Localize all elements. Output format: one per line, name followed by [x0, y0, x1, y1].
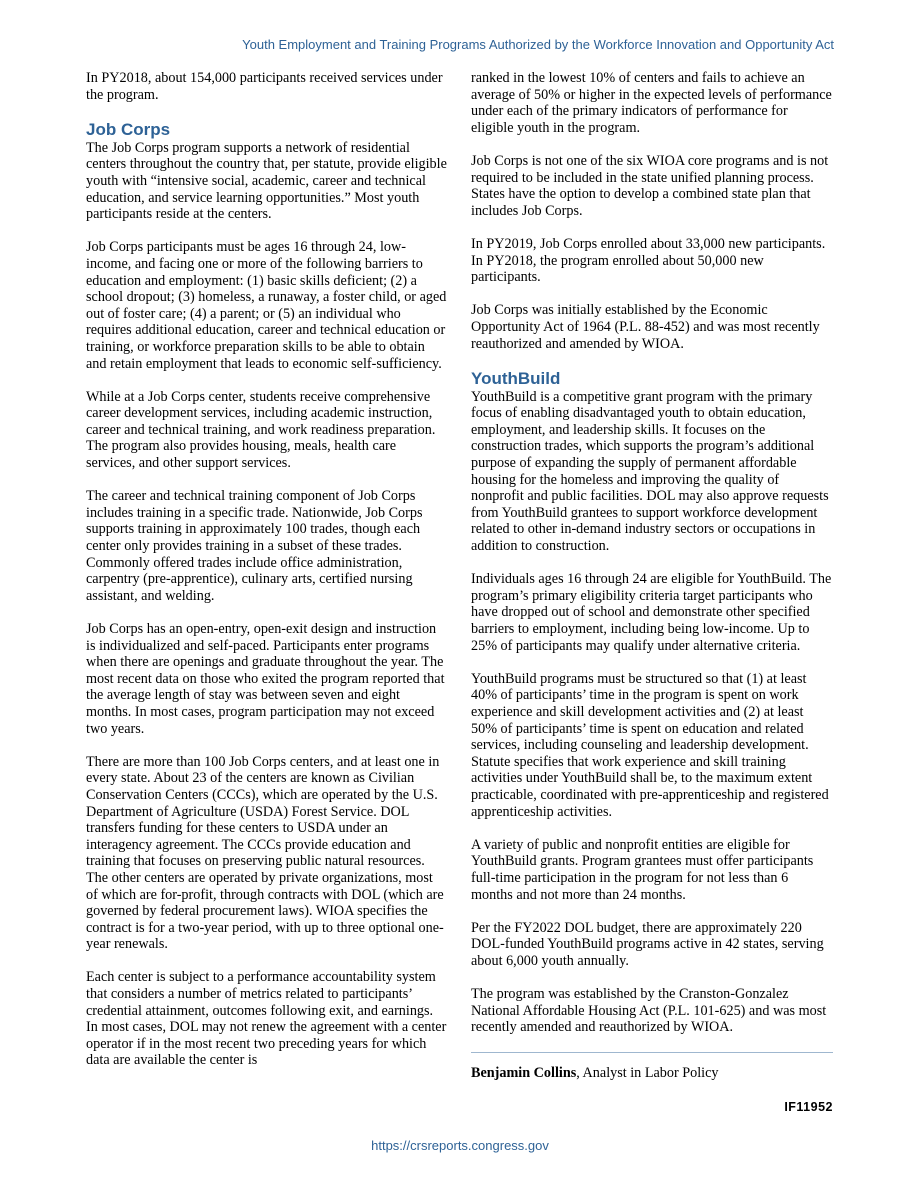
job-corps-paragraph-4: The career and technical training component of Job Corps includes training in a specific trade. Nationwide, Job Corps supports training in approximately 100 trades, though each center only provides training in a subset of these trades. Commonly offered trades include office administration, carpentry (pre-apprentice), culinary arts, certified nursing assistant, and welding. [86, 488, 423, 604]
job-corps-paragraph-8: ranked in the lowest 10% of centers and fails to achieve an average of 50% or higher in the expected levels of performance under each of the primary indicators of performance for eligible youth in the program. [471, 70, 832, 136]
author-divider [471, 1052, 833, 1053]
job-corps-paragraph-5: Job Corps has an open-entry, open-exit design and instruction is individualized and self-paced. Participants enter programs when there are openings and graduate throughout the year. The most recent data on those who exited the program reported that the average length of stay was between seven and eight months. In most cases, program participation may not exceed two years. [86, 621, 445, 737]
author-line [471, 1065, 833, 1082]
footer-url-link[interactable]: https://crsreports.congress.gov [371, 1138, 549, 1153]
right-column [471, 70, 833, 1115]
youthbuild-heading: YouthBuild [471, 368, 561, 388]
job-corps-paragraph-2: Job Corps participants must be ages 16 through 24, low-income, and facing one or more of the following barriers to education and employment: (1) basic skills deficient; (2) a school dropout; (3) homeless, a runaway, a foster child, or aged out of foster care; (4) a parent; or (5) an individual who requires additional education, career and technical education or training, or workforce preparation skills to be able to obtain and retain employment that leads to economic self-sufficiency. [86, 239, 447, 372]
job-corps-paragraph-7: Each center is subject to a performance accountability system that considers a number of metrics related to participants’ credential attainment, outcomes following exit, and earnings. In most cases, DOL may not renew the agreement with a center operator if in the most recent two preceding years for which data are available the center is [86, 969, 447, 1069]
intro-paragraph: In PY2018, about 154,000 participants received services under the program. [86, 70, 443, 103]
youthbuild-paragraph-4: A variety of public and nonprofit entities are eligible for YouthBuild grants. Program grantees must offer participants full-time participation in the program for not less than 6 months and not more than 24 months. [471, 836, 814, 903]
left-column [86, 70, 448, 1086]
report-id: IF11952 [784, 1099, 833, 1114]
running-header-title: Youth Employment and Training Programs Authorized by the Workforce Innovation and Opportunity Act [242, 37, 834, 52]
job-corps-paragraph-6: There are more than 100 Job Corps centers, and at least one in every state. About 23 of the centers are known as Civilian Conservation Centers (CCCs), which are operated by the U.S. Department of Agriculture (USDA) Forest Service. DOL transfers funding for these centers to USDA under an interagency agreement. The CCCs provide education and training that focuses on preserving public natural resources. The other centers are operated by private organizations, most of which are for-profit, through contracts with DOL (which are governed by federal procurement laws). WIOA specifies the contract is for a two-year period, with up to three optional one-year renewals. [86, 753, 444, 953]
youthbuild-paragraph-1: YouthBuild is a competitive grant program with the primary focus of enabling disadvantaged youth to obtain education, employment, and leadership skills. It focuses on the construction trades, which supports the program’s additional purpose of expanding the supply of permanent affordable housing for the homeless and improving the quality of nonprofit and public facilities. DOL may also approve requests from YouthBuild grantees to support workforce development related to other in-demand industry sectors or occupations in addition to construction. [471, 388, 829, 555]
job-corps-paragraph-1: The Job Corps program supports a network of residential centers throughout the country that, per statute, provide eligible youth with “intensive social, academic, career and technical education, and service learning opportunities.” Most youth participants reside at the centers. [86, 139, 447, 223]
youthbuild-paragraph-3: YouthBuild programs must be structured so that (1) at least 40% of participants’ time in the program is spent on work experience and skill development activities and (2) at least 50% of participants’ time is spent on education and related services, including counseling and leadership development. Statute specifies that work experience and skill training activities under YouthBuild shall be, to the maximum extent practicable, coordinated with pre-apprenticeship and registered apprenticeship activities. [471, 670, 829, 820]
job-corps-paragraph-10: In PY2019, Job Corps enrolled about 33,000 new participants. In PY2018, the program enrolled about 50,000 new participants. [471, 235, 826, 286]
job-corps-paragraph-3: While at a Job Corps center, students receive comprehensive career development services, including academic instruction, career and technical training, and work readiness preparation. The program also provides housing, meals, health care services, and other support services. [86, 388, 436, 472]
youthbuild-paragraph-2: Individuals ages 16 through 24 are eligible for YouthBuild. The program’s primary eligibility criteria target participants who have dropped out of school and demonstrate other specified barriers to employment, including being low-income. Up to 25% of participants may qualify under alternative criteria. [471, 571, 832, 654]
author-title: , Analyst in Labor Policy [576, 1065, 719, 1082]
job-corps-paragraph-9: Job Corps is not one of the six WIOA core programs and is not required to be included in the state unified planning process. States have the option to develop a combined state plan that includes Job Corps. [471, 152, 829, 219]
youthbuild-paragraph-6: The program was established by the Cranston-Gonzalez National Affordable Housing Act (P.L. 101-625) and was most recently amended and reauthorized by WIOA. [471, 986, 827, 1036]
author-name: Benjamin Collins [471, 1065, 577, 1082]
job-corps-heading: Job Corps [86, 119, 171, 139]
youthbuild-paragraph-5: Per the FY2022 DOL budget, there are approximately 220 DOL-funded YouthBuild programs active in 42 states, serving about 6,000 youth annually. [471, 919, 824, 969]
job-corps-paragraph-11: Job Corps was initially established by the Economic Opportunity Act of 1964 (P.L. 88-452) and was most recently reauthorized and amended by WIOA. [471, 302, 820, 352]
